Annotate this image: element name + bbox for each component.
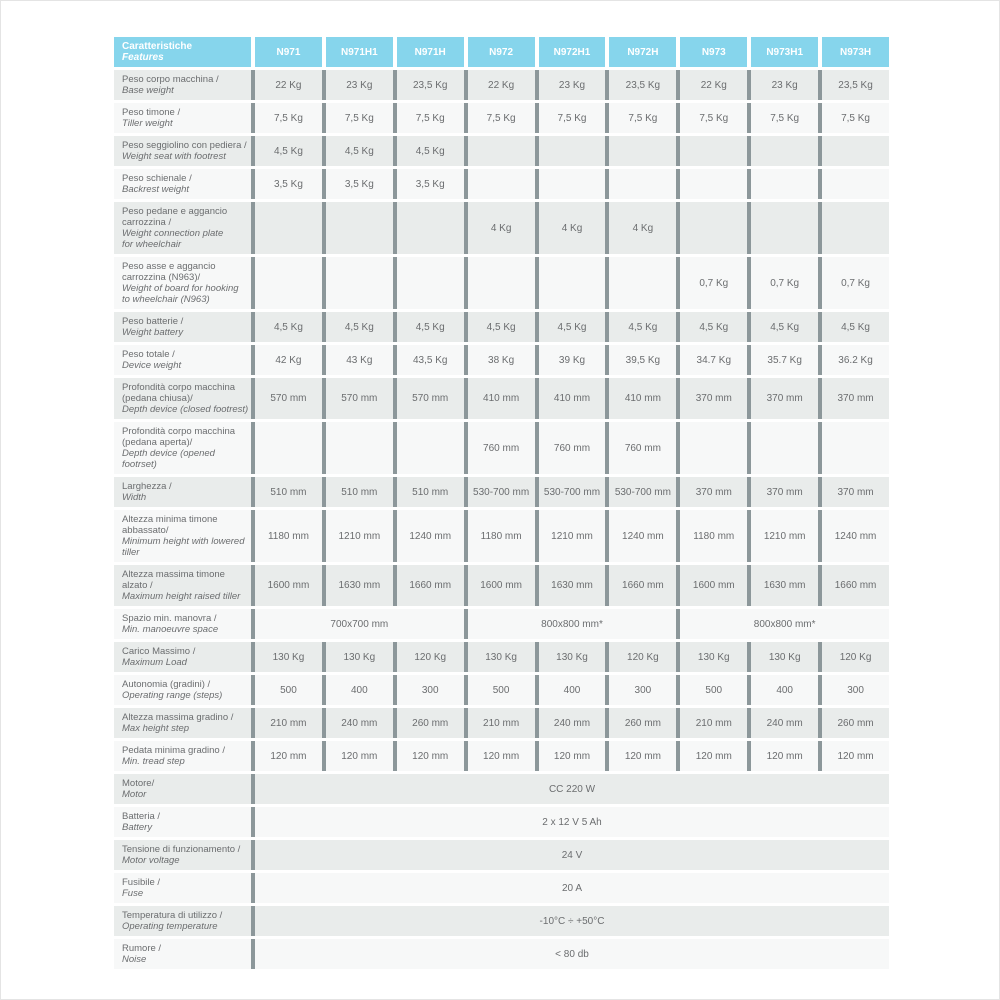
value-cell: 530-700 mm (535, 477, 606, 507)
label-line: carrozzina / (122, 217, 172, 228)
value-cell: 120 mm (747, 741, 818, 771)
value-cell: 370 mm (676, 477, 747, 507)
spec-row (114, 257, 889, 309)
value-cell: 4,5 Kg (322, 312, 393, 342)
row-label (114, 840, 251, 870)
column-header-n973h1: N973H1 (747, 37, 818, 67)
label-line: Width (122, 492, 147, 503)
value-cell: 23,5 Kg (605, 70, 676, 100)
value-cell: 35.7 Kg (747, 345, 818, 375)
spec-row (114, 378, 889, 419)
column-header-n971: N971 (251, 37, 322, 67)
label-line: Depth device (closed footrest) (122, 404, 249, 415)
spec-row (114, 906, 889, 936)
value-cell (251, 257, 322, 309)
merged-value-cell: CC 220 W (251, 774, 889, 804)
label-line: Fuse (122, 888, 144, 899)
spec-row (114, 136, 889, 166)
spec-row (114, 708, 889, 738)
value-cell: 370 mm (747, 477, 818, 507)
label-line: Weight seat with footrest (122, 151, 226, 162)
value-cell: 530-700 mm (605, 477, 676, 507)
value-cell: 120 mm (464, 741, 535, 771)
value-cell: 3,5 Kg (251, 169, 322, 199)
row-label (114, 774, 251, 804)
spec-row (114, 675, 889, 705)
value-cell: 7,5 Kg (818, 103, 889, 133)
value-cell: 22 Kg (251, 70, 322, 100)
value-cell: 0,7 Kg (676, 257, 747, 309)
value-cell: 370 mm (747, 378, 818, 419)
row-label (114, 510, 251, 562)
value-cell: 7,5 Kg (747, 103, 818, 133)
value-cell: 240 mm (747, 708, 818, 738)
value-cell: 4,5 Kg (393, 136, 464, 166)
label-line: Weight of board for hooking (122, 283, 239, 294)
value-cell: 130 Kg (464, 642, 535, 672)
value-cell: 23 Kg (535, 70, 606, 100)
value-cell (676, 136, 747, 166)
value-cell: 510 mm (322, 477, 393, 507)
label-line: Base weight (122, 85, 174, 96)
spec-row (114, 477, 889, 507)
label-line: (pedana chiusa)/ (122, 393, 193, 404)
row-label (114, 477, 251, 507)
value-cell: 4 Kg (464, 202, 535, 254)
value-cell: 570 mm (393, 378, 464, 419)
spec-row (114, 103, 889, 133)
value-cell (464, 136, 535, 166)
label-line: Peso pedane e aggancio (122, 206, 228, 217)
value-cell: 370 mm (818, 378, 889, 419)
value-cell: 43 Kg (322, 345, 393, 375)
value-cell (818, 136, 889, 166)
label-line: Depth device (opened (122, 448, 215, 459)
value-cell (322, 202, 393, 254)
value-cell: 1180 mm (676, 510, 747, 562)
value-cell: 4 Kg (605, 202, 676, 254)
value-cell (464, 257, 535, 309)
value-cell: 39 Kg (535, 345, 606, 375)
row-label (114, 609, 251, 639)
value-cell: 42 Kg (251, 345, 322, 375)
label-line: abbassato/ (122, 525, 169, 536)
value-cell (747, 422, 818, 474)
value-cell (818, 422, 889, 474)
value-cell: 1630 mm (747, 565, 818, 606)
value-cell (464, 169, 535, 199)
label-line: Pedata minima gradino / (122, 745, 225, 756)
value-cell: 130 Kg (676, 642, 747, 672)
value-cell: 410 mm (535, 378, 606, 419)
merged-value-cell: 24 V (251, 840, 889, 870)
spec-table (114, 37, 889, 969)
value-cell (605, 257, 676, 309)
label-line: Profondità corpo macchina (122, 382, 236, 393)
value-cell: 120 Kg (393, 642, 464, 672)
value-cell (322, 422, 393, 474)
spec-row (114, 70, 889, 100)
value-cell: 120 Kg (818, 642, 889, 672)
value-cell: 38 Kg (464, 345, 535, 375)
row-label (114, 378, 251, 419)
row-label (114, 675, 251, 705)
value-cell: 130 Kg (322, 642, 393, 672)
value-cell (818, 169, 889, 199)
label-line: Autonomia (gradini) / (122, 679, 211, 690)
column-header-n971h1: N971H1 (322, 37, 393, 67)
label-line: Backrest weight (122, 184, 190, 195)
value-cell: 4,5 Kg (535, 312, 606, 342)
label-line: Spazio min. manovra / (122, 613, 217, 624)
value-cell: 1600 mm (676, 565, 747, 606)
label-line: Motor voltage (122, 855, 180, 866)
value-cell: 120 mm (818, 741, 889, 771)
label-line: Peso seggiolino con pediera / (122, 140, 247, 151)
value-cell: 23 Kg (747, 70, 818, 100)
label-line: Motor (122, 789, 147, 800)
value-cell: 23,5 Kg (393, 70, 464, 100)
label-line: Maximum Load (122, 657, 187, 668)
label-line: Weight battery (122, 327, 184, 338)
value-cell: 1600 mm (464, 565, 535, 606)
value-cell: 300 (393, 675, 464, 705)
value-cell: 240 mm (535, 708, 606, 738)
label-line: Min. manoeuvre space (122, 624, 219, 635)
label-line: tiller (122, 547, 140, 558)
spec-row (114, 609, 889, 639)
value-cell (676, 422, 747, 474)
value-cell: 210 mm (464, 708, 535, 738)
spec-row (114, 642, 889, 672)
value-cell: 4,5 Kg (747, 312, 818, 342)
row-label (114, 345, 251, 375)
label-line: Minimum height with lowered (122, 536, 245, 547)
value-cell: 1660 mm (605, 565, 676, 606)
label-line: Device weight (122, 360, 182, 371)
value-cell: 130 Kg (747, 642, 818, 672)
label-line: Profondità corpo macchina (122, 426, 236, 437)
value-cell: 39,5 Kg (605, 345, 676, 375)
spec-row (114, 840, 889, 870)
value-cell: 760 mm (605, 422, 676, 474)
value-cell: 500 (676, 675, 747, 705)
label-line: Temperatura di utilizzo / (122, 910, 223, 921)
value-cell (393, 257, 464, 309)
label-line: Larghezza / (122, 481, 172, 492)
label-line: footrset) (122, 459, 157, 470)
value-cell: 760 mm (464, 422, 535, 474)
label-line: Noise (122, 954, 147, 965)
label-line: Peso totale / (122, 349, 175, 360)
spec-row (114, 774, 889, 804)
value-cell (535, 169, 606, 199)
column-header-n973h: N973H (818, 37, 889, 67)
label-line: Altezza minima timone (122, 514, 218, 525)
value-cell (676, 169, 747, 199)
value-cell (251, 202, 322, 254)
value-cell (393, 422, 464, 474)
merged-value-cell: 700x700 mm (251, 609, 464, 639)
value-cell: 300 (605, 675, 676, 705)
value-cell: 400 (747, 675, 818, 705)
value-cell: 34.7 Kg (676, 345, 747, 375)
row-label (114, 741, 251, 771)
label-line: Altezza massima gradino / (122, 712, 234, 723)
merged-value-cell: 800x800 mm* (464, 609, 677, 639)
row-label (114, 312, 251, 342)
label-line: Tiller weight (122, 118, 173, 129)
value-cell: 1210 mm (535, 510, 606, 562)
value-cell: 1240 mm (818, 510, 889, 562)
value-cell: 400 (535, 675, 606, 705)
value-cell: 210 mm (676, 708, 747, 738)
merged-value-cell: 2 x 12 V 5 Ah (251, 807, 889, 837)
label-line: Tensione di funzionamento / (122, 844, 241, 855)
features-header-cell (114, 37, 251, 67)
value-cell: 1240 mm (393, 510, 464, 562)
value-cell: 500 (251, 675, 322, 705)
value-cell (393, 202, 464, 254)
label-line: Operating range (steps) (122, 690, 223, 701)
value-cell: 260 mm (818, 708, 889, 738)
value-cell: 23 Kg (322, 70, 393, 100)
merged-value-cell: 800x800 mm* (676, 609, 889, 639)
merged-value-cell: < 80 db (251, 939, 889, 969)
label-line: Carico Massimo / (122, 646, 196, 657)
value-cell: 0,7 Kg (747, 257, 818, 309)
column-header-n972: N972 (464, 37, 535, 67)
value-cell: 7,5 Kg (322, 103, 393, 133)
value-cell (605, 136, 676, 166)
row-label (114, 70, 251, 100)
value-cell: 500 (464, 675, 535, 705)
value-cell (818, 202, 889, 254)
row-label (114, 202, 251, 254)
value-cell: 1210 mm (322, 510, 393, 562)
value-cell: 4,5 Kg (464, 312, 535, 342)
merged-value-cell: -10°C ÷ +50°C (251, 906, 889, 936)
value-cell (747, 169, 818, 199)
spec-row (114, 939, 889, 969)
value-cell: 370 mm (818, 477, 889, 507)
row-label (114, 807, 251, 837)
value-cell: 570 mm (322, 378, 393, 419)
value-cell: 7,5 Kg (605, 103, 676, 133)
value-cell: 130 Kg (535, 642, 606, 672)
value-cell: 120 mm (605, 741, 676, 771)
row-label (114, 136, 251, 166)
spec-row (114, 312, 889, 342)
value-cell: 120 Kg (605, 642, 676, 672)
label-line: Peso asse e aggancio (122, 261, 216, 272)
label-line: Max height step (122, 723, 190, 734)
value-cell (676, 202, 747, 254)
value-cell (535, 257, 606, 309)
value-cell: 4,5 Kg (605, 312, 676, 342)
label-line: Rumore / (122, 943, 162, 954)
label-line: Features (122, 52, 164, 63)
value-cell: 36.2 Kg (818, 345, 889, 375)
value-cell: 410 mm (605, 378, 676, 419)
row-label (114, 906, 251, 936)
label-line: Altezza massima timone (122, 569, 225, 580)
spec-row (114, 202, 889, 254)
value-cell: 1600 mm (251, 565, 322, 606)
value-cell: 240 mm (322, 708, 393, 738)
value-cell: 120 mm (322, 741, 393, 771)
value-cell: 4 Kg (535, 202, 606, 254)
value-cell: 4,5 Kg (393, 312, 464, 342)
value-cell: 7,5 Kg (676, 103, 747, 133)
value-cell: 7,5 Kg (535, 103, 606, 133)
value-cell (535, 136, 606, 166)
row-label (114, 169, 251, 199)
value-cell: 510 mm (393, 477, 464, 507)
column-header-n972h1: N972H1 (535, 37, 606, 67)
label-line: Batteria / (122, 811, 161, 822)
spec-row (114, 510, 889, 562)
row-label (114, 642, 251, 672)
value-cell: 4,5 Kg (251, 136, 322, 166)
row-label (114, 939, 251, 969)
value-cell: 300 (818, 675, 889, 705)
value-cell: 1630 mm (322, 565, 393, 606)
row-label (114, 873, 251, 903)
value-cell: 1180 mm (251, 510, 322, 562)
spec-row (114, 873, 889, 903)
label-line: to wheelchair (N963) (122, 294, 210, 305)
label-line: Min. tread step (122, 756, 185, 767)
row-label (114, 257, 251, 309)
value-cell: 1660 mm (393, 565, 464, 606)
value-cell: 4,5 Kg (322, 136, 393, 166)
label-line: Operating temperature (122, 921, 218, 932)
value-cell: 260 mm (393, 708, 464, 738)
value-cell: 400 (322, 675, 393, 705)
label-line: Weight connection plate (122, 228, 224, 239)
value-cell: 3,5 Kg (393, 169, 464, 199)
value-cell (322, 257, 393, 309)
column-header-n973: N973 (676, 37, 747, 67)
value-cell: 120 mm (393, 741, 464, 771)
value-cell: 4,5 Kg (818, 312, 889, 342)
value-cell: 22 Kg (676, 70, 747, 100)
label-line: Peso schienale / (122, 173, 192, 184)
label-line: (pedana aperta)/ (122, 437, 193, 448)
label-line: Battery (122, 822, 153, 833)
label-line: Motore/ (122, 778, 155, 789)
value-cell: 43,5 Kg (393, 345, 464, 375)
value-cell: 260 mm (605, 708, 676, 738)
label-line: Caratteristiche (122, 41, 193, 52)
spec-row (114, 169, 889, 199)
value-cell: 130 Kg (251, 642, 322, 672)
spec-row (114, 807, 889, 837)
value-cell: 510 mm (251, 477, 322, 507)
value-cell: 1180 mm (464, 510, 535, 562)
spec-row (114, 565, 889, 606)
spec-row (114, 345, 889, 375)
value-cell: 7,5 Kg (393, 103, 464, 133)
value-cell: 4,5 Kg (676, 312, 747, 342)
label-line: alzato / (122, 580, 153, 591)
label-line: Fusibile / (122, 877, 161, 888)
value-cell: 760 mm (535, 422, 606, 474)
row-label (114, 103, 251, 133)
value-cell: 22 Kg (464, 70, 535, 100)
value-cell: 1240 mm (605, 510, 676, 562)
spec-row (114, 422, 889, 474)
value-cell: 370 mm (676, 378, 747, 419)
value-cell: 7,5 Kg (251, 103, 322, 133)
label-line: Peso batterie / (122, 316, 184, 327)
value-cell: 530-700 mm (464, 477, 535, 507)
value-cell (605, 169, 676, 199)
spec-row (114, 741, 889, 771)
label-line: for wheelchair (122, 239, 182, 250)
value-cell (747, 136, 818, 166)
label-line: Peso corpo macchina / (122, 74, 219, 85)
value-cell: 1630 mm (535, 565, 606, 606)
table-header-row (114, 37, 889, 67)
value-cell: 4,5 Kg (251, 312, 322, 342)
value-cell: 23,5 Kg (818, 70, 889, 100)
label-line: Maximum height raised tiller (122, 591, 241, 602)
row-label (114, 422, 251, 474)
value-cell: 1660 mm (818, 565, 889, 606)
value-cell (747, 202, 818, 254)
value-cell: 120 mm (676, 741, 747, 771)
value-cell: 3,5 Kg (322, 169, 393, 199)
label-line: carrozzina (N963)/ (122, 272, 201, 283)
row-label (114, 565, 251, 606)
value-cell: 570 mm (251, 378, 322, 419)
value-cell: 120 mm (251, 741, 322, 771)
value-cell: 120 mm (535, 741, 606, 771)
value-cell: 1210 mm (747, 510, 818, 562)
column-header-n972h: N972H (605, 37, 676, 67)
value-cell: 210 mm (251, 708, 322, 738)
value-cell: 7,5 Kg (464, 103, 535, 133)
row-label (114, 708, 251, 738)
value-cell: 410 mm (464, 378, 535, 419)
value-cell (251, 422, 322, 474)
merged-value-cell: 20 A (251, 873, 889, 903)
value-cell: 0,7 Kg (818, 257, 889, 309)
label-line: Peso timone / (122, 107, 181, 118)
column-header-n971h: N971H (393, 37, 464, 67)
